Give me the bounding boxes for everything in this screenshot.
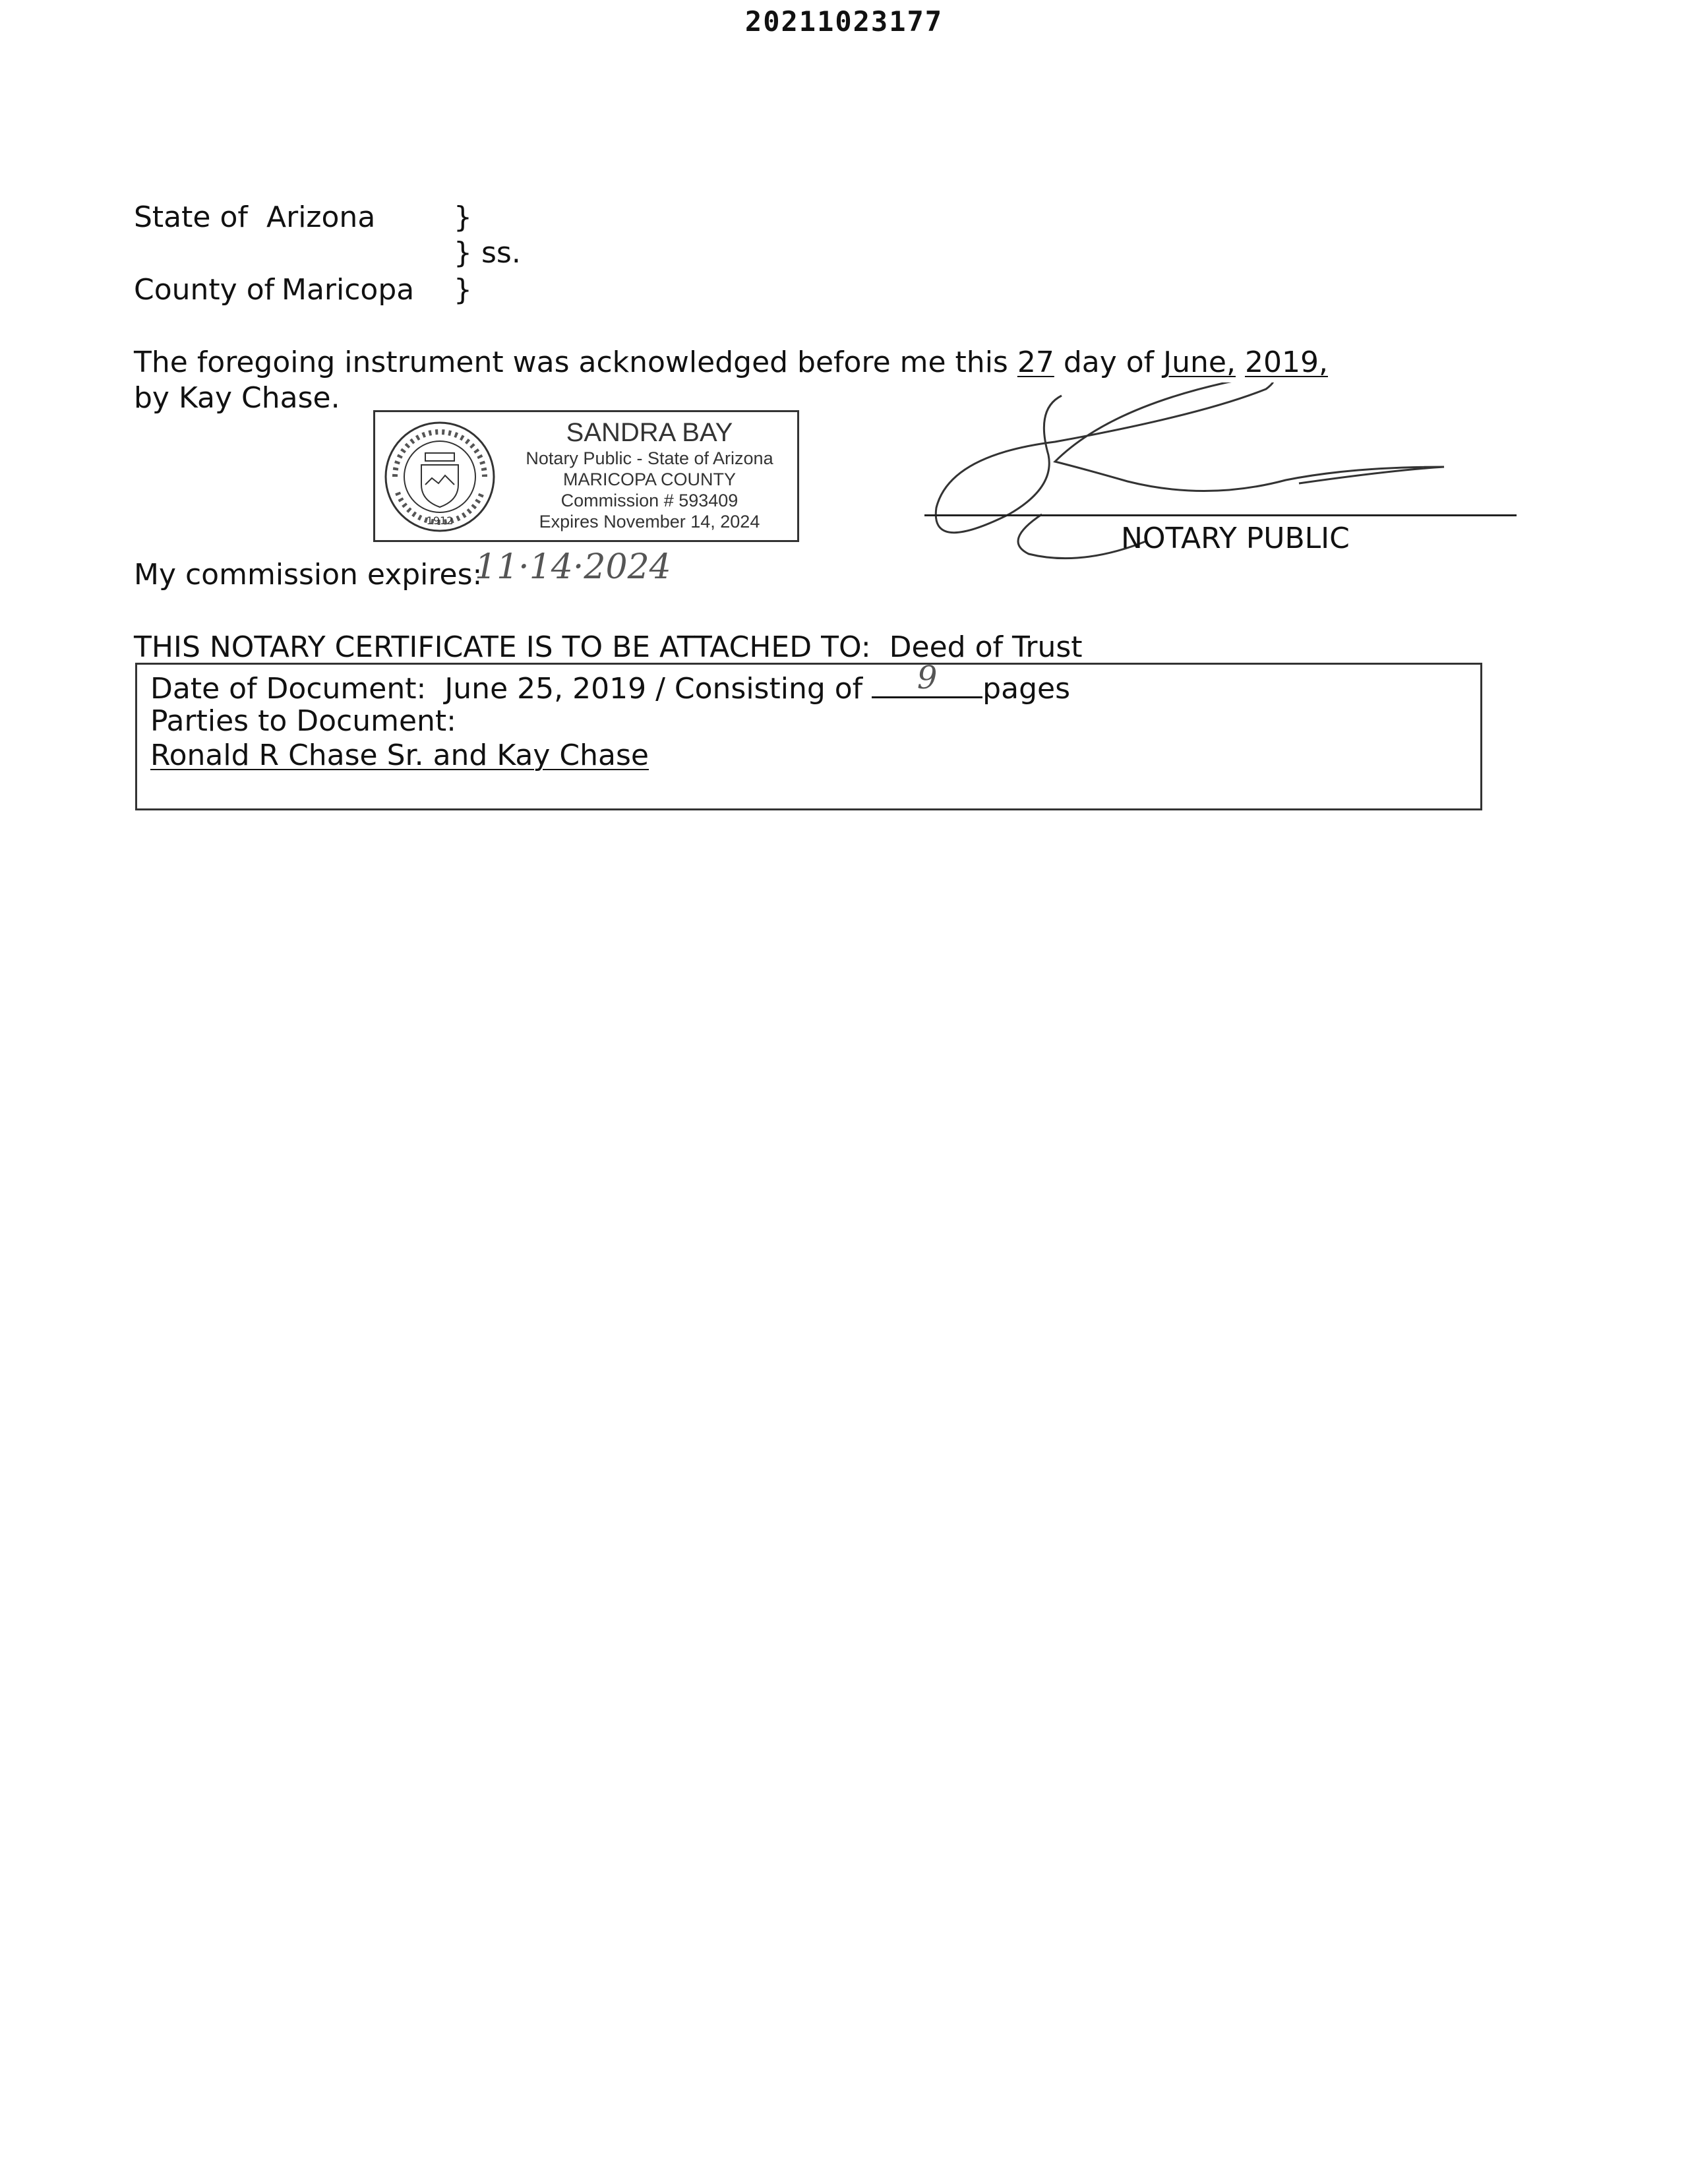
document-date-line <box>150 659 1070 706</box>
acknowledgment-day: 27 <box>1017 346 1054 379</box>
document-number: 20211023177 <box>744 5 944 38</box>
attachment-document-type: Deed of Trust <box>889 630 1083 664</box>
acknowledgment-by-line: by Kay Chase. <box>134 381 340 415</box>
notary-public-label: NOTARY PUBLIC <box>1121 522 1350 555</box>
county-value: Maricopa <box>282 273 415 307</box>
attachment-line <box>134 630 1083 664</box>
document-date-label: Date of Document: <box>150 672 427 706</box>
acknowledgment-year: 2019, <box>1244 346 1328 379</box>
commission-handwritten-date: 11·14·2024 <box>475 547 671 587</box>
signature-line <box>924 514 1517 516</box>
page-count-blank <box>872 659 982 698</box>
consisting-label: / Consisting of <box>655 672 863 706</box>
seal-year-text: 1912 <box>426 514 454 527</box>
attachment-label: THIS NOTARY CERTIFICATE IS TO BE ATTACHED TO: <box>134 630 871 664</box>
state-label: State of <box>134 200 248 234</box>
notary-title: Notary Public - State of Arizona <box>526 448 773 468</box>
notary-commission-number: Commission # 593409 <box>560 491 738 510</box>
parties-value: Ronald R Chase Sr. and Kay Chase <box>150 739 649 772</box>
acknowledgment-line <box>134 348 1328 377</box>
state-seal-icon <box>382 419 498 535</box>
venue-brace-top: } <box>454 200 472 234</box>
state-value: Arizona <box>266 200 376 234</box>
pages-label: pages <box>982 672 1070 706</box>
document-date-value: June 25, 2019 <box>444 672 647 706</box>
acknowledgment-month: June, <box>1163 346 1236 379</box>
acknowledgment-prefix: The foregoing instrument was acknowledged before me this <box>134 346 1008 379</box>
commission-label: My commission expires: <box>134 558 483 592</box>
page-count-value: 9 <box>917 659 938 696</box>
notary-name: SANDRA BAY <box>566 418 733 447</box>
notary-stamp <box>373 410 799 542</box>
parties-label: Parties to Document: <box>150 704 456 738</box>
notary-county: MARICOPA COUNTY <box>562 470 737 489</box>
acknowledgment-day-of: day of <box>1063 346 1155 379</box>
notary-expiration: Expires November 14, 2024 <box>539 512 760 531</box>
venue-brace-ss: } ss. <box>454 236 521 270</box>
venue-brace-bottom: } <box>454 273 472 307</box>
county-label: County of <box>134 273 275 307</box>
